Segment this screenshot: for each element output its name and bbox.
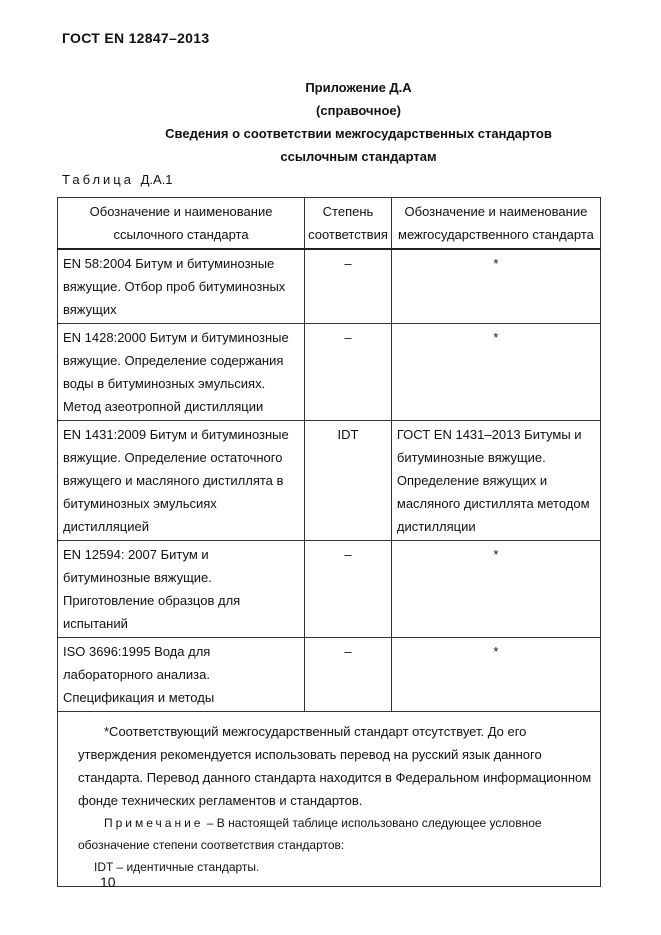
cell-degree: – xyxy=(305,249,392,324)
cell-reference: EN 12594: 2007 Битум и битуминозные вяжущие. Приготовление образцов для испытаний xyxy=(58,541,305,638)
standards-table xyxy=(57,197,601,887)
cell-national: * xyxy=(391,249,600,324)
cell-reference: EN 1431:2009 Битум и битуминозные вяжущие. Определение остаточного вяжущего и масляного дистиллята в битуминозных эмульсиях дистилляцией xyxy=(58,421,305,541)
appendix-subtitle-line2: ссылочным стандартам xyxy=(280,149,437,164)
note-label: Примечание xyxy=(104,816,204,830)
cell-degree: – xyxy=(305,541,392,638)
cell-national: ГОСТ EN 1431–2013 Битумы и битуминозные вяжущие. Определение вяжущих и масляного дистиллята методом дистилляции xyxy=(391,421,600,541)
footnote-text: *Соответствующий межгосударственный стандарт отсутствует. До его утверждения рекомендуется использовать перевод на русский язык данного стандарта. Перевод данного стандарта находится в Федеральном информационном фонде технических регламентов и стандартов. xyxy=(78,724,592,808)
table-row xyxy=(58,249,601,324)
table-label-word: Таблица xyxy=(62,172,134,187)
idt-legend: IDT – идентичные стандарты. xyxy=(94,860,260,874)
appendix-title: Приложение Д.А xyxy=(305,80,412,95)
column-header-national: Обозначение и наименование межгосударственного стандарта xyxy=(391,198,600,250)
appendix-subtitle-line1: Сведения о соответствии межгосударственных стандартов xyxy=(165,126,552,141)
note-paragraph xyxy=(78,812,592,856)
cell-degree: – xyxy=(305,324,392,421)
table-label xyxy=(62,172,173,187)
table-row xyxy=(58,421,601,541)
column-header-degree: Степень соответствия xyxy=(305,198,392,250)
cell-degree: IDT xyxy=(305,421,392,541)
table-row xyxy=(58,324,601,421)
note-text: – В настоящей таблице использовано следующее условное обозначение степени соответствия стандартов: xyxy=(78,816,542,852)
page-number: 10 xyxy=(100,874,116,890)
cell-reference: EN 58:2004 Битум и битуминозные вяжущие. Отбор проб битуминозных вяжущих xyxy=(58,249,305,324)
cell-national: * xyxy=(391,541,600,638)
appendix-type: (справочное) xyxy=(316,103,401,118)
table-row xyxy=(58,541,601,638)
table-footnote-row xyxy=(58,712,601,887)
document-code: ГОСТ EN 12847–2013 xyxy=(62,30,210,46)
table-footnote-cell xyxy=(58,712,601,887)
cell-national: * xyxy=(391,324,600,421)
cell-reference: EN 1428:2000 Битум и битуминозные вяжущие. Определение содержания воды в битуминозных эмульсиях. Метод азеотропной дистилляции xyxy=(58,324,305,421)
column-header-reference: Обозначение и наименование ссылочного стандарта xyxy=(58,198,305,250)
cell-reference: ISO 3696:1995 Вода для лабораторного анализа. Спецификация и методы xyxy=(58,638,305,712)
cell-degree: – xyxy=(305,638,392,712)
table-label-number: Д.А.1 xyxy=(140,172,173,187)
cell-national: * xyxy=(391,638,600,712)
table-row xyxy=(58,638,601,712)
table-header-row xyxy=(58,198,601,250)
